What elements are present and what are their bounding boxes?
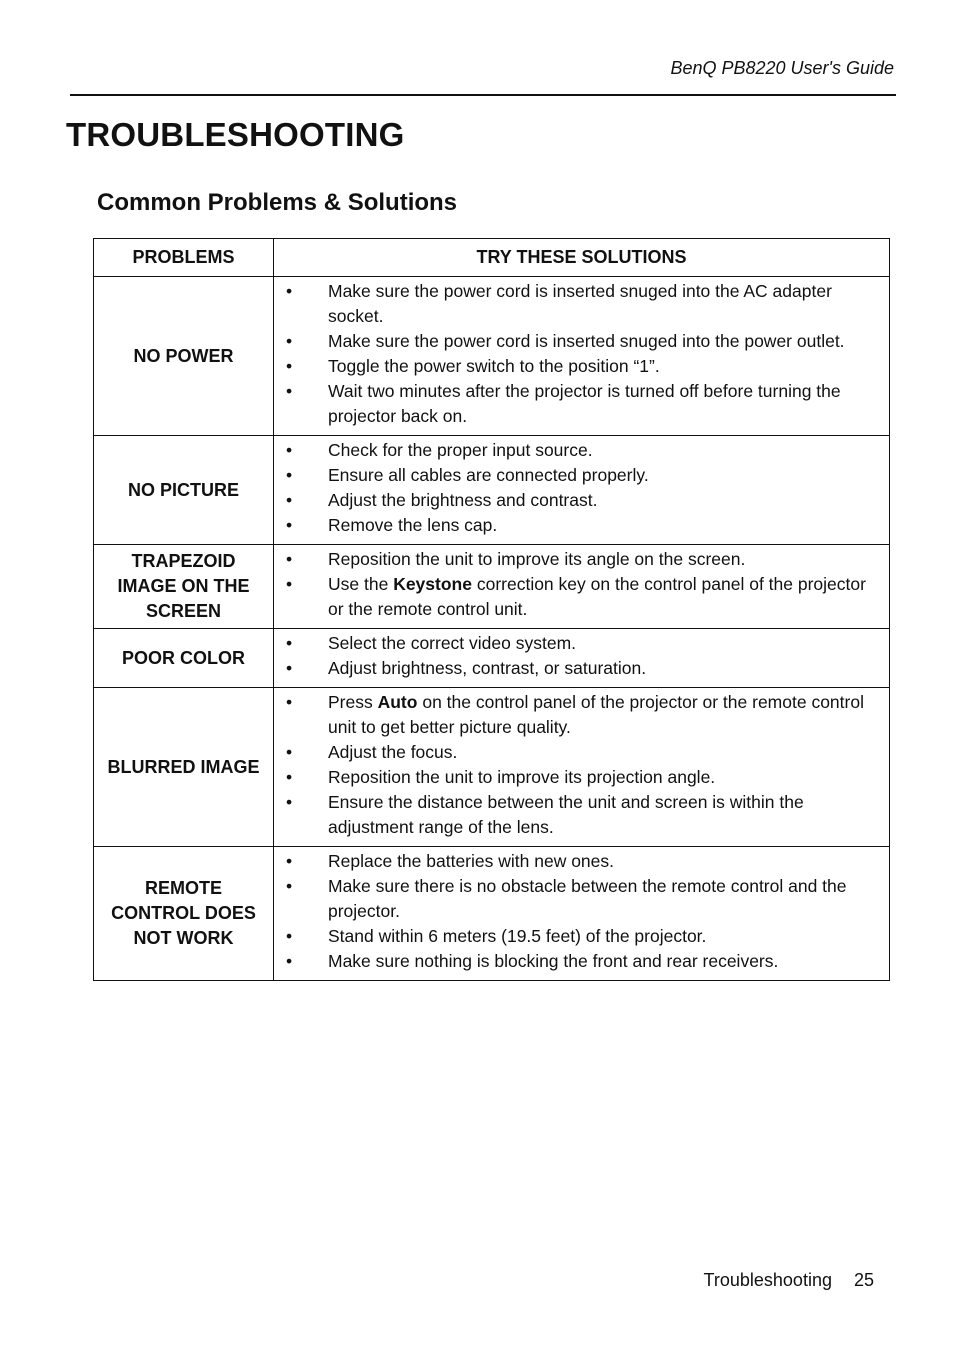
solution-item — [274, 631, 875, 656]
solution-text: correction key on the control panel of the projector or the remote control unit. — [328, 574, 866, 619]
solutions-cell — [274, 847, 890, 981]
solution-text: Make sure there is no obstacle between the remote control and the projector. — [328, 876, 847, 921]
solution-item — [274, 790, 875, 840]
problem-cell: POOR COLOR — [94, 629, 274, 688]
bullet-icon: • — [286, 574, 293, 594]
solution-item — [274, 513, 875, 538]
section-title: Common Problems & Solutions — [97, 189, 458, 216]
bullet-icon: • — [286, 951, 293, 971]
solutions-cell — [274, 277, 890, 436]
footer-section: Troubleshooting — [703, 1270, 832, 1290]
table-body — [94, 277, 890, 981]
table-row — [94, 629, 890, 688]
table-row — [94, 847, 890, 981]
header-rule — [70, 94, 896, 96]
solution-item — [274, 924, 875, 949]
solution-text: Make sure the power cord is inserted snuged into the power outlet. — [328, 331, 845, 351]
solution-list — [274, 631, 875, 681]
page-footer — [704, 1270, 874, 1291]
problem-cell: NO PICTURE — [94, 436, 274, 545]
problem-cell: REMOTE CONTROL DOES NOT WORK — [94, 847, 274, 981]
guide-title: BenQ PB8220 User's Guide — [670, 58, 894, 78]
solution-list — [274, 547, 875, 622]
solution-emphasis: Keystone — [393, 574, 472, 594]
solutions-cell — [274, 629, 890, 688]
bullet-icon: • — [286, 633, 293, 653]
page-title: TROUBLESHOOTING — [66, 116, 405, 153]
bullet-icon: • — [286, 792, 293, 812]
solution-text: Press — [328, 692, 378, 712]
bullet-icon: • — [286, 742, 293, 762]
bullet-icon: • — [286, 490, 293, 510]
solution-text: Stand within 6 meters (19.5 feet) of the projector. — [328, 926, 707, 946]
bullet-icon: • — [286, 381, 293, 401]
solution-item — [274, 438, 875, 463]
page-number: 25 — [853, 1270, 874, 1290]
bullet-icon: • — [286, 281, 293, 301]
solution-text: Adjust the focus. — [328, 742, 458, 762]
solution-list — [274, 438, 875, 538]
table-row — [94, 688, 890, 847]
solutions-cell — [274, 688, 890, 847]
bullet-icon: • — [286, 876, 293, 896]
solution-item — [274, 488, 875, 513]
solution-text: Wait two minutes after the projector is turned off before turning the projector back on. — [328, 381, 841, 426]
solution-item — [274, 279, 875, 329]
bullet-icon: • — [286, 440, 293, 460]
solution-item — [274, 329, 875, 354]
problems-column-header: PROBLEMS — [94, 239, 274, 277]
troubleshooting-table — [93, 238, 890, 981]
solution-text: on the control panel of the projector or the remote control unit to get better picture quality. — [328, 692, 864, 737]
solution-item — [274, 765, 875, 790]
solution-text: Make sure nothing is blocking the front and rear receivers. — [328, 951, 779, 971]
solution-text: Use the — [328, 574, 394, 594]
solution-list — [274, 279, 875, 429]
bullet-icon: • — [286, 767, 293, 787]
solutions-cell — [274, 545, 890, 629]
problem-cell: NO POWER — [94, 277, 274, 436]
bullet-icon: • — [286, 692, 293, 712]
solution-item — [274, 740, 875, 765]
problem-cell: TRAPEZOID IMAGE ON THE SCREEN — [94, 545, 274, 629]
solution-emphasis: Auto — [377, 692, 418, 712]
solution-item — [274, 547, 875, 572]
solution-item — [274, 874, 875, 924]
solution-text: Ensure all cables are connected properly. — [328, 465, 649, 485]
solution-item — [274, 849, 875, 874]
solution-text: Reposition the unit to improve its angle on the screen. — [328, 549, 746, 569]
table-row — [94, 545, 890, 629]
bullet-icon: • — [286, 549, 293, 569]
solution-text: Replace the batteries with new ones. — [328, 851, 614, 871]
solution-item — [274, 949, 875, 974]
bullet-icon: • — [286, 658, 293, 678]
bullet-icon: • — [286, 515, 293, 535]
solution-list — [274, 849, 875, 974]
solution-text: Toggle the power switch to the position “1”. — [328, 356, 660, 376]
bullet-icon: • — [286, 331, 293, 351]
solution-item — [274, 690, 875, 740]
solution-text: Reposition the unit to improve its projection angle. — [328, 767, 716, 787]
problem-cell: BLURRED IMAGE — [94, 688, 274, 847]
solution-item — [274, 379, 875, 429]
solution-text: Select the correct video system. — [328, 633, 577, 653]
solution-text: Check for the proper input source. — [328, 440, 593, 460]
solution-text: Remove the lens cap. — [328, 515, 498, 535]
table-row — [94, 277, 890, 436]
solution-item — [274, 354, 875, 379]
solution-text: Make sure the power cord is inserted snuged into the AC adapter socket. — [328, 281, 832, 326]
bullet-icon: • — [286, 926, 293, 946]
solution-text: Ensure the distance between the unit and screen is within the adjustment range of the lens. — [328, 792, 804, 837]
solution-text: Adjust brightness, contrast, or saturation. — [328, 658, 647, 678]
bullet-icon: • — [286, 851, 293, 871]
solution-item — [274, 572, 875, 622]
bullet-icon: • — [286, 465, 293, 485]
solution-text: Adjust the brightness and contrast. — [328, 490, 598, 510]
bullet-icon: • — [286, 356, 293, 376]
solution-item — [274, 463, 875, 488]
solutions-cell — [274, 436, 890, 545]
solution-list — [274, 690, 875, 840]
table-row — [94, 436, 890, 545]
solution-item — [274, 656, 875, 681]
table-header-row — [94, 239, 890, 277]
solutions-column-header: TRY THESE SOLUTIONS — [274, 239, 890, 277]
